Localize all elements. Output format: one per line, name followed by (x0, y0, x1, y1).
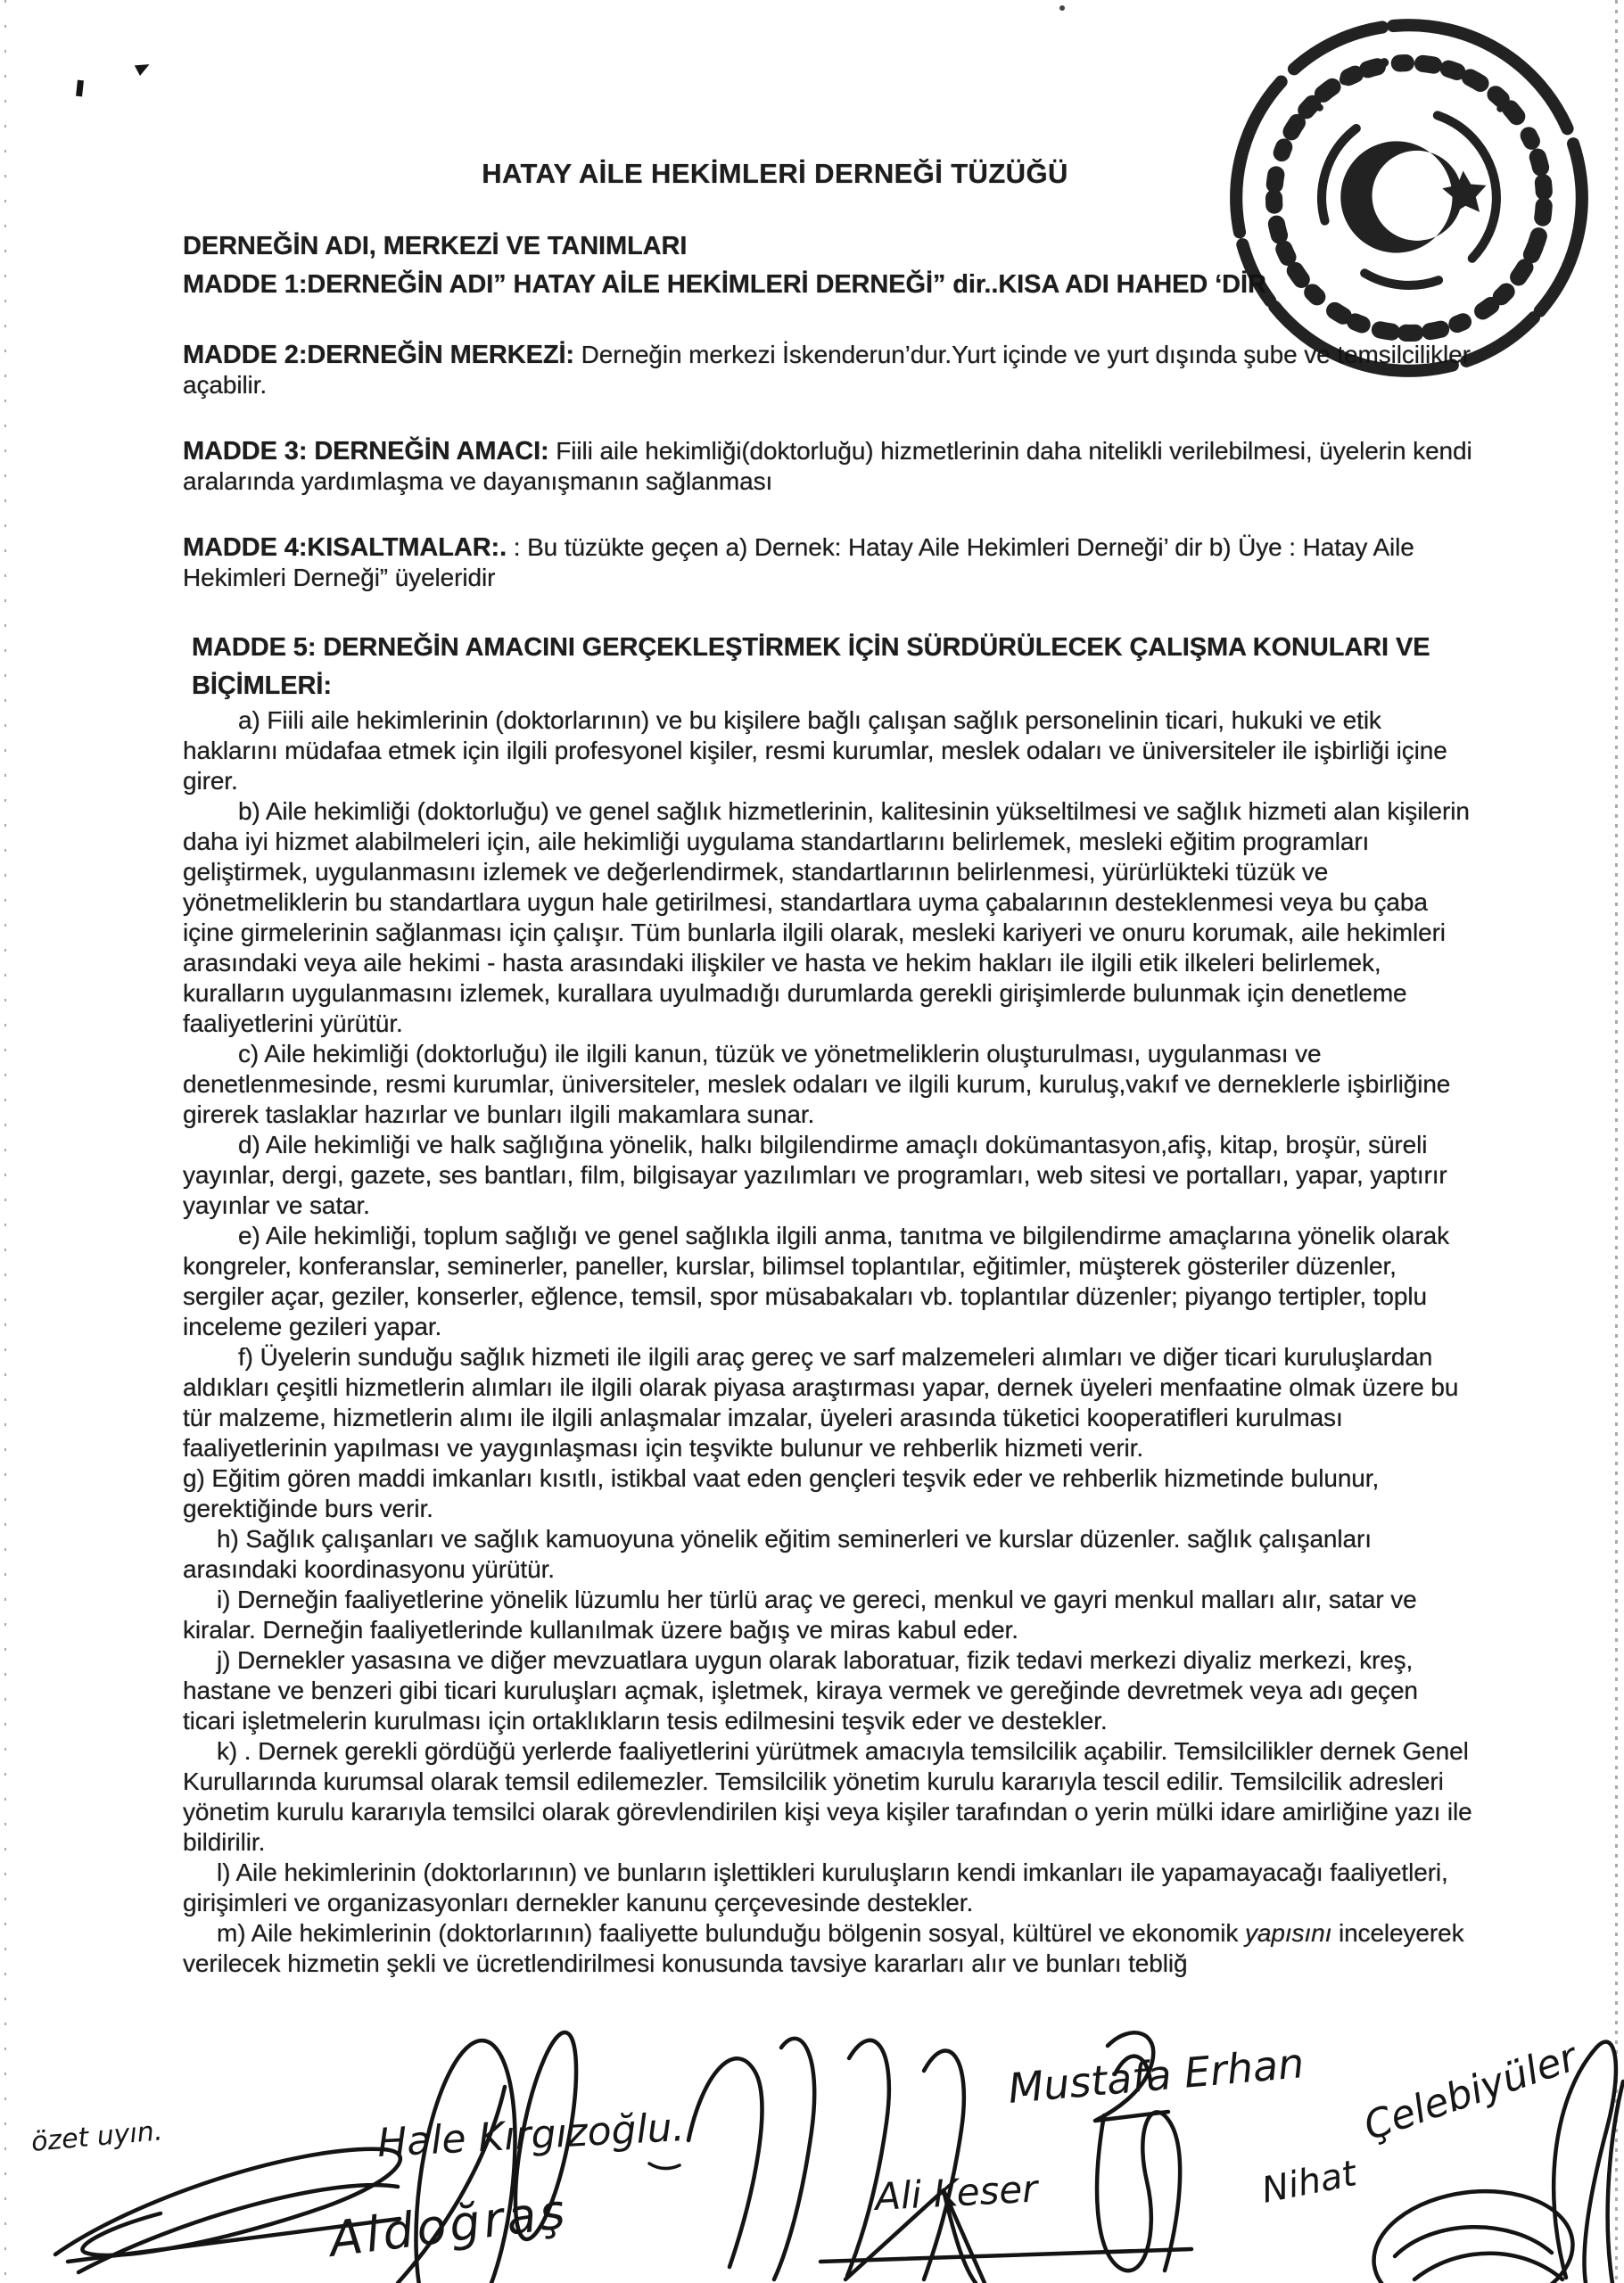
madde5-item-d: d) Aile hekimliği ve halk sağlığına yönelik, halkı bilgilendirme amaçlı dokümantasyon,afiş, kitap, broşür, süreli yayınlar, dergi, gazete, ses bantları, film, bilgisayar yazılımları ve programları, web sitesi ve portalları, yapar, yaptırır yayınlar ve satar. (183, 1131, 1447, 1219)
madde5-item-f: f) Üyelerin sunduğu sağlık hizmeti ile ilgili araç gereç ve sarf malzemeleri alımları ve diğer ticari kuruluşlardan aldıkları çeşitli hizmetlerin alımları ile ilgili olarak piyasa araştırması yapar, dernek üyeleri menfaatine olmak üzere bu tür malzeme, hizmetlerin alımı ile ilgili anlaşmalar imzalar, üyeleri arasında tüketici kooperatifleri kurulması faaliyetlerinin yapılması ve yaygınlaşması için teşvikte bulunur ve rehberlik hizmeti verir. (183, 1343, 1459, 1462)
item-m-rest: inceleyerek verilecek hizmetin şekli ve ücretlendirilmesi konusunda tavsiye kararları alır ve bunları tebliğ (183, 1919, 1464, 1977)
madde5-item-g: g) Eğitim gören maddi imkanları kısıtlı, istikbal vaat eden gençleri teşvik eder ve rehberlik hizmetinde bulunur, gerektiğinde burs verir. (183, 1464, 1380, 1522)
madde5-item-b: b) Aile hekimliği (doktorluğu) ve genel sağlık hizmetlerinin, kalitesinin yükseltilmesi ve sağlık hizmeti alan kişilerin daha iyi hizmet alabilmeleri için, aile hekimliği uygulama standartlarını belirlemek, mesleki eğitim programları geliştirmek, uygulanmasını izlemek ve değerlendirmek, standartlarının belirlenmesi, yürürlükteki tüzük ve yönetmeliklerin bu standartlara uygun hale getirilmesi, standartlara uyma çabalarının desteklenmesi veya bu çaba içine girmelerinin sağlanması için çalışır. Tüm bunlarla ilgili olarak, mesleki kariyeri ve onuru korumak, aile hekimleri arasındaki veya aile hekimi - hasta arasındaki ilişkiler ve hasta ve hekim hakları ile ilgili etik ilkeleri belirlemek, kuralların uygulanmasını izlemek, kurallara uyulmadığı durumlarda gerekli girişimlerde bulunmak için denetleme faaliyetlerini yürütür. (183, 797, 1470, 1037)
madde5-item-l: l) Aile hekimlerinin (doktorlarının) ve bunların işlettikleri kuruluşların kendi imkanları ile yapamayacağı faaliyetleri, girişimleri ve organizasyonları dernekler kanunu çerçevesinde destekler. (183, 1859, 1448, 1916)
signature-note-left: özet uyın. (29, 2115, 164, 2158)
madde5-item-e: e) Aile hekimliği, toplum sağlığı ve genel sağlıkla ilgili anma, tanıtma ve bilgilendirme amaçlarına yönelik olarak kongreler, konferanslar, seminerler, paneller, kurslar, bilimsel toplantılar, eğitimler, müşterek gösteriler düzenler, sergiler açar, geziler, konserler, eğlence, temsil, spor müsabakaları vb. toplantılar düzenler; piyango tertipler, toplu inceleme gezileri yapar. (183, 1222, 1450, 1340)
item-m-italic: yapısını (1245, 1919, 1332, 1947)
article-madde3-label: MADDE 3: DERNEĞİN AMACI: (183, 437, 549, 466)
madde5-item-i: i) Derneğin faaliyetlerine yönelik lüzumlu her türlü araç ve gereci, menkul ve gayri menkul malları alır, satar ve kiralar. Derneğin faaliyetlerinde kullanılmak üzere bağış ve miras kabul eder. (183, 1586, 1417, 1644)
signature-scribble-middle (688, 2032, 1168, 2279)
stamp-icon (1220, 9, 1598, 387)
signature-stroke (398, 2087, 505, 2283)
item-m-pre: m) Aile hekimlerinin (doktorlarının) faaliyette bulunduğu bölgenin sosyal, kültürel ve ekonomik (217, 1919, 1246, 1947)
madde5-heading: MADDE 5: DERNEĞİN AMACINI GERÇEKLEŞTİRMEK İÇİN SÜRDÜRÜLECEK ÇALIŞMA KONULARI VE BİÇİMLERİ: (192, 633, 1430, 700)
stamp-inner-ring (1286, 75, 1531, 320)
article-madde1: MADDE 1:DERNEĞİN ADI” HATAY AİLE HEKİMLERİ DERNEĞİ” dir..KISA ADI HAHED ‘DİR (183, 270, 1266, 299)
official-round-stamp (1220, 9, 1598, 387)
section-heading: DERNEĞİN ADI, MERKEZİ VE TANIMLARI (183, 232, 688, 260)
document-title: HATAY AİLE HEKİMLERİ DERNEĞİ TÜZÜĞÜ (482, 158, 1068, 189)
madde5-item-k: k) . Dernek gerekli gördüğü yerlerde faaliyetlerini yürütmek amacıyla temsilcilik açabilir. Temsilcilikler dernek Genel Kurullarında kurumsal olarak temsil edilemezler. Temsilcilik yönetim kurulu kararıyla tescil edilir. Temsilcilik adresleri yönetim kurulu kararıyla temsilci olarak görevlendirilen kişi veya kişiler tarafından o yerin mülki idare amirliğine yazı ile bildirilir. (183, 1737, 1472, 1856)
article-madde3 (183, 436, 1474, 497)
article-madde4-label: MADDE 4:KISALTMALAR:. (183, 533, 507, 562)
stamp-crescent-icon (1337, 136, 1466, 256)
signature-scribble-left (55, 2149, 400, 2272)
signature-name-mustafa: Mustafa Erhan (1006, 2039, 1307, 2113)
article-madde3-text: Fiili aile hekimliği(doktorluğu) hizmetlerinin daha nitelikli verilebilmesi, üyelerin kendi aralarında yardımlaşma ve dayanışmanın sağlanması (183, 437, 1472, 495)
signature-flourish-a (820, 2190, 1191, 2283)
signature-name-ali-keser: Ali Keser (873, 2166, 1039, 2219)
article-madde2-text: Derneğin merkezi İskenderun’dur.Yurt içinde ve yurt dışında şube ve temsilcilikler açabilir. (183, 341, 1471, 399)
madde5-item-h: h) Sağlık çalışanları ve sağlık kamuoyuna yönelik eğitim seminerleri ve kurslar düzenler. sağlık çalışanları arasındaki koordinasyonu yürütür. (183, 1525, 1372, 1583)
article-madde4-text: : Bu tüzükte geçen a) Dernek: Hatay Aile Hekimleri Derneği’ dir b) Üye : Hatay Aile Hekimleri Derneği” üyeleridir (183, 533, 1414, 591)
signature-scribble-right (1367, 2042, 1623, 2283)
madde5-item-j: j) Dernekler yasasına ve diğer mevzuatlara uygun olarak laboratuar, fizik tedavi merkezi diyaliz merkezi, kreş, hastane ve benzeri gibi ticari kuruluşları açmak, işletmek, kiraya vermek ve gereğinde devretmek veya adı geçen ticari işletmelerin kurulması için ortaklıkların tesis edilmesini teşvik eder ve destekler. (183, 1646, 1418, 1735)
signature-name-hale: Hale Kırgızoğlu. (375, 2105, 686, 2166)
signatures-overlay (0, 1989, 1624, 2283)
signature-scribble-hale (401, 2028, 680, 2283)
article-madde2-label: MADDE 2:DERNEĞİN MERKEZİ: (183, 341, 574, 369)
madde5-item-a: a) Fiili aile hekimlerinin (doktorlarının) ve bu kişilere bağlı çalışan sağlık personelinin ticari, hukuki ve etik haklarını müdafaa etmek için ilgili profesyonel kişiler, resmi kurumlar, meslek odaları ve üniversiteler ile işbirliği içine girer. (183, 706, 1447, 795)
signature-name-nihat: Nihat (1258, 2153, 1360, 2212)
article-madde4 (183, 532, 1474, 593)
madde5-item-c: c) Aile hekimliği (doktorluğu) ile ilgili kanun, tüzük ve yönetmeliklerin oluşturulması, uygulanması ve denetlenmesinde, resmi kurumlar, üniversiteler, meslek odaları ve ilgili kurum, kuruluş,vakıf ve derneklerle işbirliğine girerek taslaklar hazırlar ve bunları ilgili makamlara sunar. (183, 1040, 1451, 1128)
signature-monogram (1097, 2056, 1180, 2271)
signature-name-celebiyuler: Çelebiyüler (1357, 2034, 1583, 2150)
madde5-item-m (183, 1918, 1474, 1979)
signature-name-aldogras: Aldoğraş (326, 2182, 572, 2268)
